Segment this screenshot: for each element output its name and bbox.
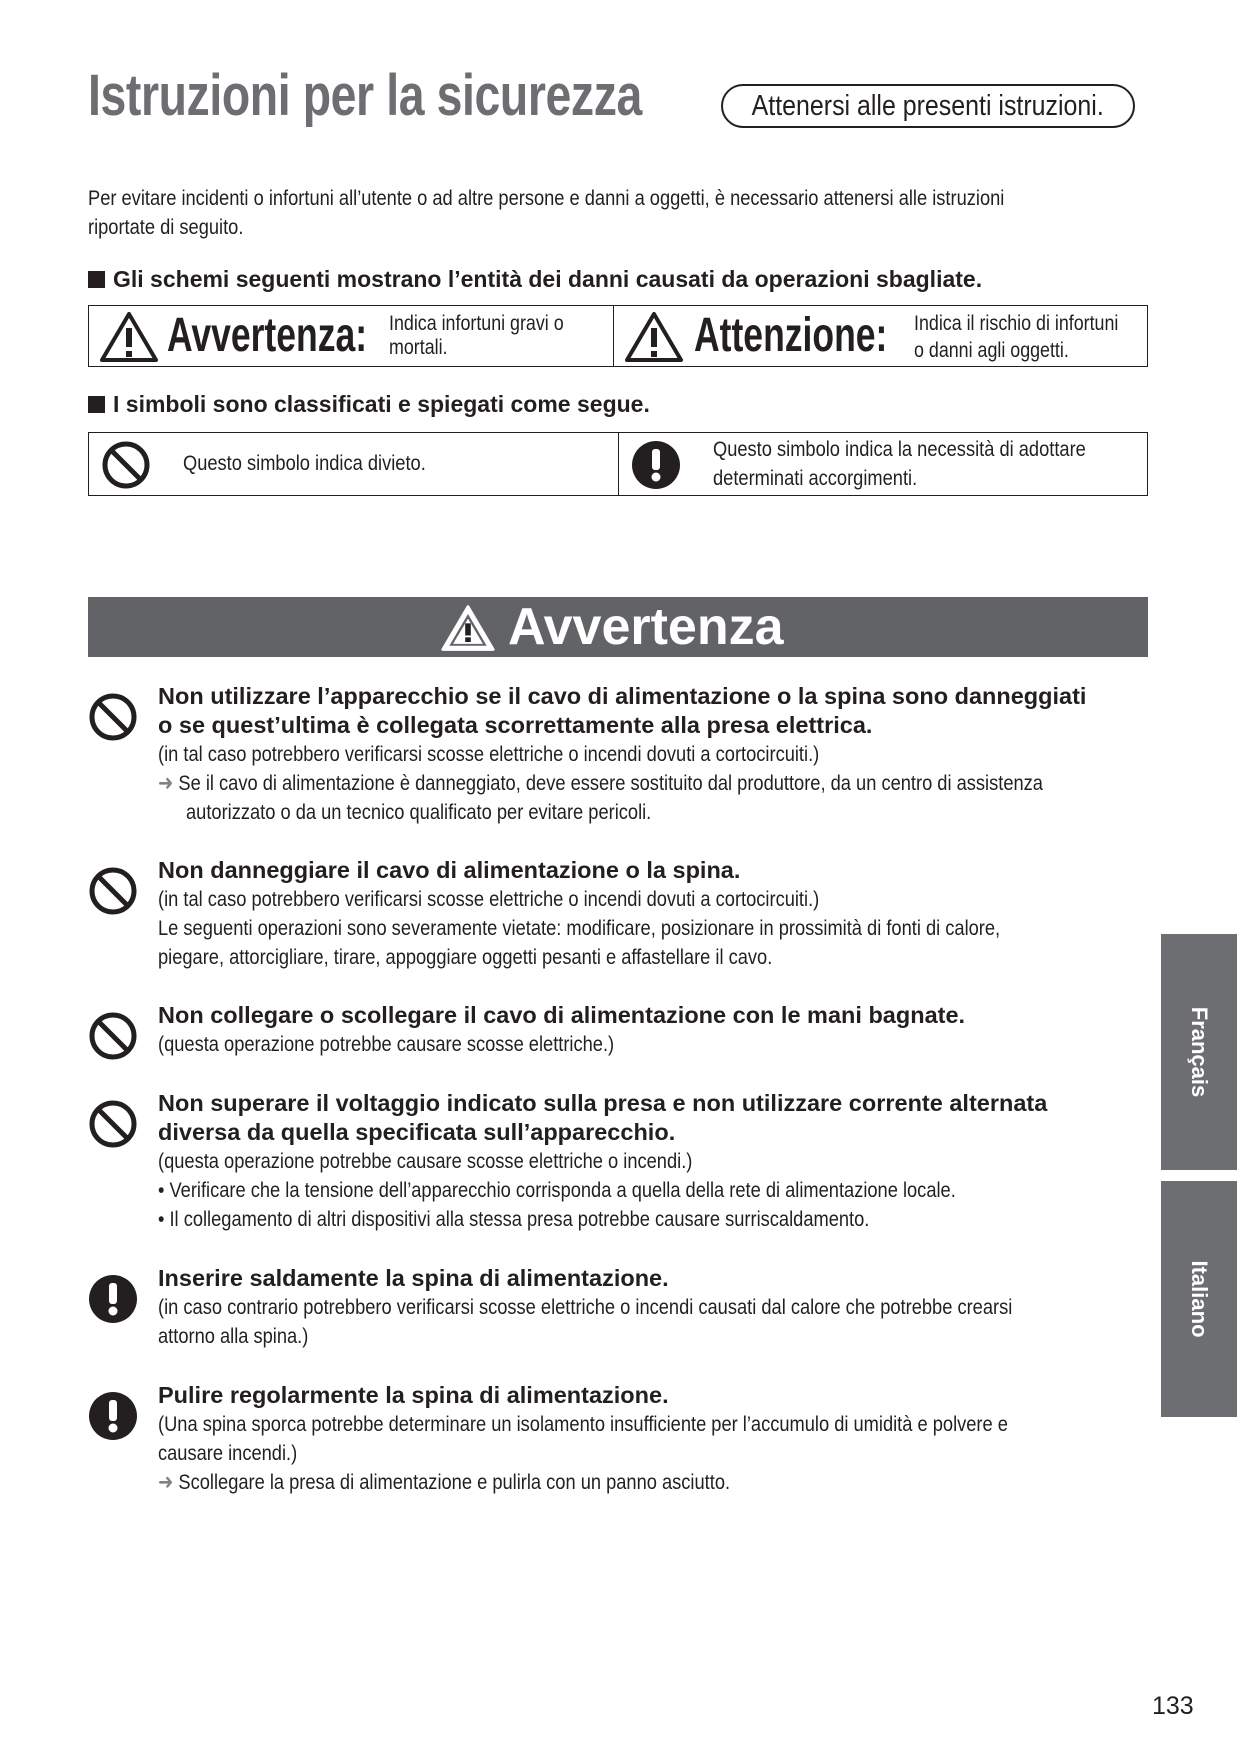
arrow-right-icon: ➜: [158, 1470, 174, 1494]
prohibition-icon: [88, 1011, 138, 1061]
page-title: Istruzioni per la sicurezza: [88, 63, 642, 128]
arrow-right-icon: ➜: [158, 771, 174, 795]
tab-label: Français: [1187, 1006, 1212, 1098]
warning-title: Non collegare o scollegare il cavo di alimentazione con le mani bagnate.: [158, 1002, 966, 1028]
warning-note: autorizzato o da un tecnico qualificato per evitare pericoli.: [186, 800, 652, 824]
level-caution: [614, 306, 1147, 366]
prohibition-icon: [88, 692, 138, 742]
warning-detail: • Verificare che la tensione dell’apparecchio corrisponda a quella della rete di alimentazione locale.: [158, 1178, 956, 1202]
warning-title: o se quest’ultima è collegata scorrettamente alla presa elettrica.: [158, 712, 873, 738]
warning-banner: [88, 597, 1148, 657]
warning-title: Pulire regolarmente la spina di alimentazione.: [158, 1382, 669, 1408]
warning-detail: (questa operazione potrebbe causare scosse elettriche o incendi.): [158, 1149, 693, 1173]
warning-detail: (in caso contrario potrebbero verificarsi scosse elettriche o incendi causati dal calore che potrebbe crearsi: [158, 1295, 1013, 1319]
warning-detail: • Il collegamento di altri dispositivi alla stessa presa potrebbe causare surriscaldamento.: [158, 1207, 870, 1231]
symbols-table: [88, 432, 1148, 496]
title-badge: Attenersi alle presenti istruzioni.: [721, 84, 1135, 128]
level-warning-label: Avvertenza:: [167, 309, 368, 362]
level-caution-desc: Indica il rischio di infortuni o danni agli oggetti.: [914, 312, 1119, 362]
levels-heading: Gli schemi seguenti mostrano l’entità dei danni causati da operazioni sbagliate.: [88, 266, 982, 293]
warning-title: Inserire saldamente la spina di alimentazione.: [158, 1265, 669, 1291]
warning-banner-label: Avvertenza: [508, 598, 784, 656]
tab-label: Italiano: [1187, 1260, 1212, 1338]
symbol-mandatory-text: Questo simbolo indica la necessità di adottare determinati accorgimenti.: [713, 437, 1086, 490]
warning-detail: causare incendi.): [158, 1441, 298, 1465]
exclamation-icon: [631, 440, 681, 490]
intro-paragraph: Per evitare incidenti o infortuni all’utente o ad altre persone e danni a oggetti, è necessario attenersi alle istruzioni riportate di seguito.: [88, 186, 1005, 239]
prohibition-icon: [88, 1099, 138, 1149]
warning-detail: (questa operazione potrebbe causare scosse elettriche.): [158, 1032, 615, 1056]
level-warning: [89, 306, 614, 366]
warning-detail: (in tal caso potrebbero verificarsi scosse elettriche o incendi dovuti a cortocircuiti.): [158, 887, 820, 911]
warning-note: ➜ Se il cavo di alimentazione è danneggiato, deve essere sostituito dal produttore, da un centro di assistenza: [158, 771, 1043, 795]
warning-triangle-icon: [440, 603, 496, 653]
page-number: 133: [1152, 1692, 1194, 1720]
prohibition-icon: [101, 440, 151, 490]
square-bullet-icon: [88, 396, 105, 413]
warning-detail: (in tal caso potrebbero verificarsi scosse elettriche o incendi dovuti a cortocircuiti.): [158, 742, 820, 766]
warning-detail: (Una spina sporca potrebbe determinare un isolamento insufficiente per l’accumulo di umidità e polvere e: [158, 1412, 1008, 1436]
symbols-heading: I simboli sono classificati e spiegati come segue.: [88, 391, 650, 418]
warning-detail: attorno alla spina.): [158, 1324, 309, 1348]
square-bullet-icon: [88, 271, 105, 288]
symbol-prohibit-text: Questo simbolo indica divieto.: [183, 451, 426, 475]
prohibition-icon: [88, 866, 138, 916]
danger-levels-table: [88, 305, 1148, 367]
warning-detail: piegare, attorcigliare, tirare, appoggiare oggetti pesanti e affastellare il cavo.: [158, 945, 773, 969]
level-warning-desc: Indica infortuni gravi o mortali.: [389, 312, 564, 359]
exclamation-icon: [88, 1391, 138, 1441]
warning-title: Non superare il voltaggio indicato sulla presa e non utilizzare corrente alternata: [158, 1090, 1048, 1116]
warning-title: diversa da quella specificata sull’apparecchio.: [158, 1119, 676, 1145]
level-caution-label: Attenzione:: [694, 309, 888, 362]
warning-title: Non utilizzare l’apparecchio se il cavo di alimentazione o la spina sono danneggiati: [158, 683, 1087, 709]
symbol-prohibit: [89, 433, 619, 495]
exclamation-icon: [88, 1274, 138, 1324]
warning-detail: Le seguenti operazioni sono severamente vietate: modificare, posizionare in prossimità di fonti di calore,: [158, 916, 1001, 940]
tab-francais[interactable]: [1161, 934, 1237, 1170]
warning-note: ➜ Scollegare la presa di alimentazione e pulirla con un panno asciutto.: [158, 1470, 731, 1494]
warning-title: Non danneggiare il cavo di alimentazione o la spina.: [158, 857, 741, 883]
warning-triangle-icon: [99, 311, 159, 363]
symbol-mandatory: [619, 433, 1147, 495]
warning-triangle-icon: [624, 311, 684, 363]
tab-italiano[interactable]: [1161, 1181, 1237, 1417]
